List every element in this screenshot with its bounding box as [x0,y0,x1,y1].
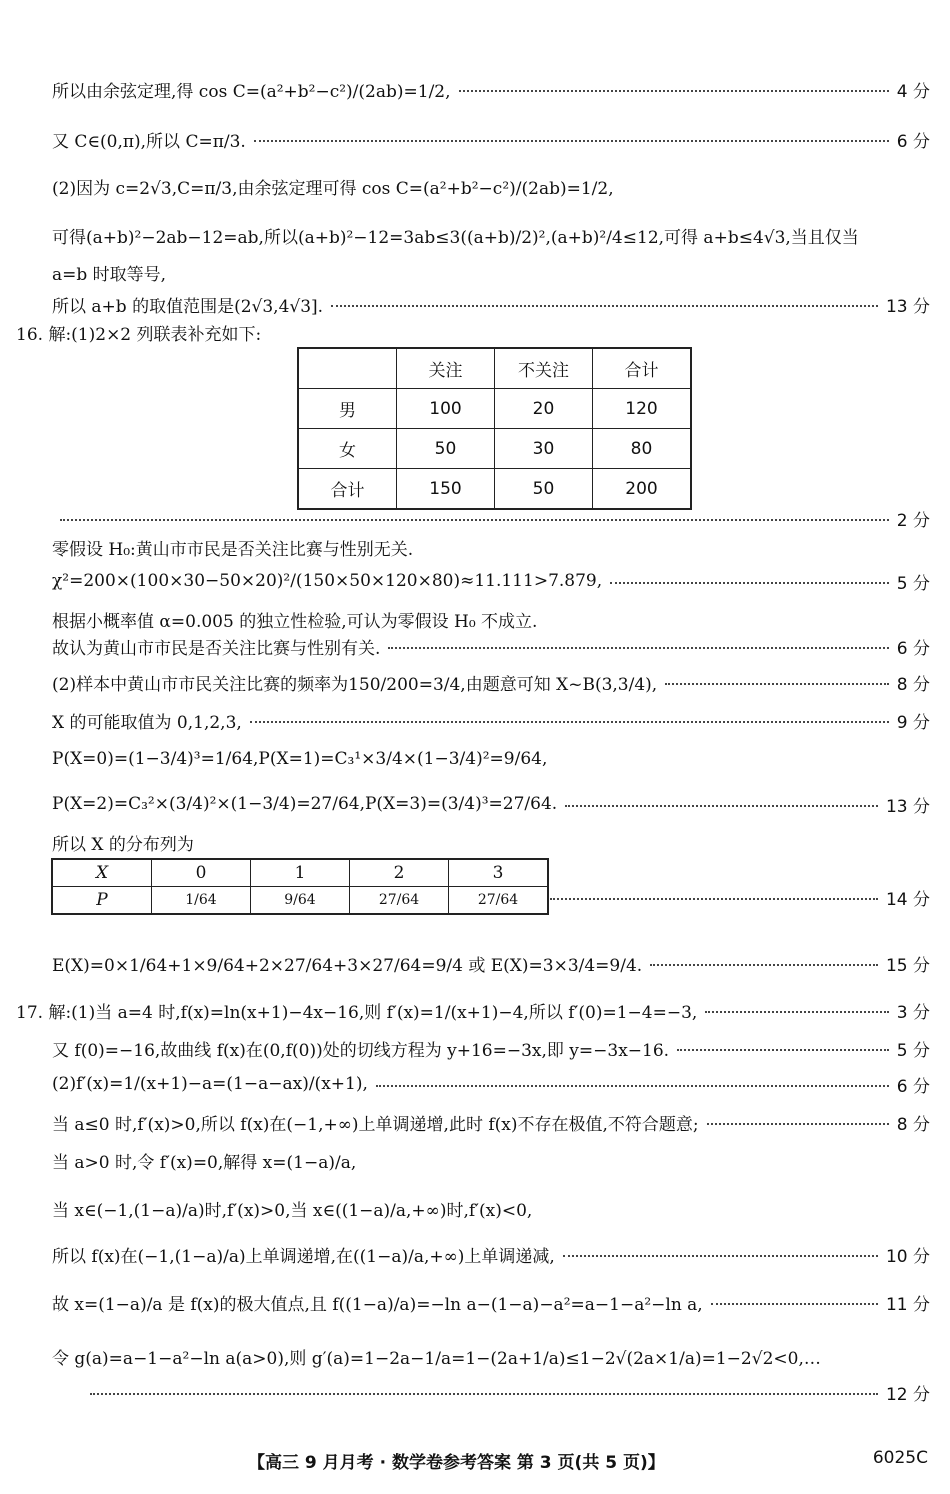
footer-title: 【高三 9 月月考 · 数学卷参考答案 第 3 页(共 5 页)】 [248,1453,665,1473]
table-cell: 女 [298,429,397,469]
table-cell: 9/64 [251,887,350,915]
answer-line: χ²=200×(100×30−50×20)²/(150×50×120×80)≈11.111>7.879, 5 分 [52,571,930,594]
answer-line: 当 x∈(−1,(1−a)/a)时,f′(x)>0,当 x∈((1−a)/a,+∞)时,f′(x)<0, [52,1200,533,1221]
answer-line: 2 分 [52,504,930,532]
answer-line: 零假设 H₀:黄山市市民是否关注比赛与性别无关. [52,539,414,560]
answer-line: P(X=0)=(1−3/4)³=1/64,P(X=1)=C₃¹×3/4×(1−3/4)²=9/64, [52,749,548,769]
answer-line: 故 x=(1−a)/a 是 f(x)的极大值点,且 f((1−a)/a)=−ln a−(1−a)−a²=a−1−a²−ln a, 11 分 [52,1294,930,1315]
table-cell: 50 [495,469,593,510]
answer-line: (2)f′(x)=1/(x+1)−a=(1−a−ax)/(x+1), 6 分 [52,1074,930,1097]
table-cell: 男 [298,389,397,429]
table-cell: X [52,859,152,887]
table-header-cell: 不关注 [495,348,593,389]
table-cell: 80 [593,429,692,469]
answer-line: 故认为黄山市市民是否关注比赛与性别有关. 6 分 [52,638,930,659]
answer-line: 根据小概率值 α=0.005 的独立性检验,可认为零假设 H₀ 不成立. [52,611,538,632]
answer-line: 当 a≤0 时,f′(x)>0,所以 f(x)在(−1,+∞)上单调递增,此时 f(x)不存在极值,不符合题意; 8 分 [52,1114,930,1135]
table-cell: 3 [449,859,549,887]
table-cell: 1 [251,859,350,887]
answer-line: 当 a>0 时,令 f′(x)=0,解得 x=(1−a)/a, [52,1152,357,1173]
page-footer [0,1448,950,1476]
table-cell: 27/64 [350,887,449,915]
table-cell: 合计 [298,469,397,510]
table-cell: 27/64 [449,887,549,915]
answer-line: 所以 X 的分布列为 [52,834,194,855]
problem-17-heading: 17. 解:(1)当 a=4 时,f(x)=ln(x+1)−4x−16,则 f′(x)=1/(x+1)−4,所以 f′(0)=1−4=−3, 3 分 [16,1002,930,1023]
answer-line: 令 g(a)=a−1−a²−ln a(a>0),则 g′(a)=1−2a−1/a=1−(2a+1/a)≤1−2√(2a×1/a)=1−2√2<0,… [52,1348,821,1369]
table-header-cell [298,348,397,389]
answer-line: 所以 a+b 的取值范围是(2√3,4√3]. 13 分 [52,296,930,317]
distribution-table [51,858,549,915]
answer-line: E(X)=0×1/64+1×9/64+2×27/64+3×27/64=9/4 或 E(X)=3×3/4=9/4. 15 分 [52,955,930,976]
table-cell: 0 [152,859,251,887]
table-cell: 150 [397,469,495,510]
table-cell: P [52,887,152,915]
table-header-cell: 合计 [593,348,692,389]
answer-line: 所以由余弦定理,得 cos C=(a²+b²−c²)/(2ab)=1/2, 4 分 [52,81,930,102]
answer-line: 所以 f(x)在(−1,(1−a)/a)上单调递增,在((1−a)/a,+∞)上单调递减, 10 分 [52,1246,930,1267]
answer-line: X 的可能取值为 0,1,2,3, 9 分 [52,712,930,733]
answer-line: 14 分 [550,883,930,911]
table-cell: 120 [593,389,692,429]
contingency-table [297,347,692,510]
table-cell: 50 [397,429,495,469]
answer-line: (2)样本中黄山市市民关注比赛的频率为150/200=3/4,由题意可知 X~B(3,3/4), 8 分 [52,674,930,695]
table-cell: 20 [495,389,593,429]
table-cell: 2 [350,859,449,887]
answer-line: P(X=2)=C₃²×(3/4)²×(1−3/4)=27/64,P(X=3)=(3/4)³=27/64. 13 分 [52,794,930,817]
answer-line: 可得(a+b)²−2ab−12=ab,所以(a+b)²−12=3ab≤3((a+b)/2)²,(a+b)²/4≤12,可得 a+b≤4√3,当且仅当 [52,227,859,248]
answer-line: a=b 时取等号, [52,264,167,285]
answer-line: (2)因为 c=2√3,C=π/3,由余弦定理可得 cos C=(a²+b²−c²)/(2ab)=1/2, [52,178,614,199]
answer-line: 又 C∈(0,π),所以 C=π/3. 6 分 [52,131,930,152]
table-cell: 200 [593,469,692,510]
answer-line: 又 f(0)=−16,故曲线 f(x)在(0,f(0))处的切线方程为 y+16=−3x,即 y=−3x−16. 5 分 [52,1040,930,1061]
answer-line: 12 分 [90,1378,930,1406]
footer-code: 6025C [872,1448,928,1468]
table-cell: 100 [397,389,495,429]
table-header-cell: 关注 [397,348,495,389]
table-cell: 1/64 [152,887,251,915]
table-cell: 30 [495,429,593,469]
problem-16-heading: 16. 解:(1)2×2 列联表补充如下: [16,324,262,345]
